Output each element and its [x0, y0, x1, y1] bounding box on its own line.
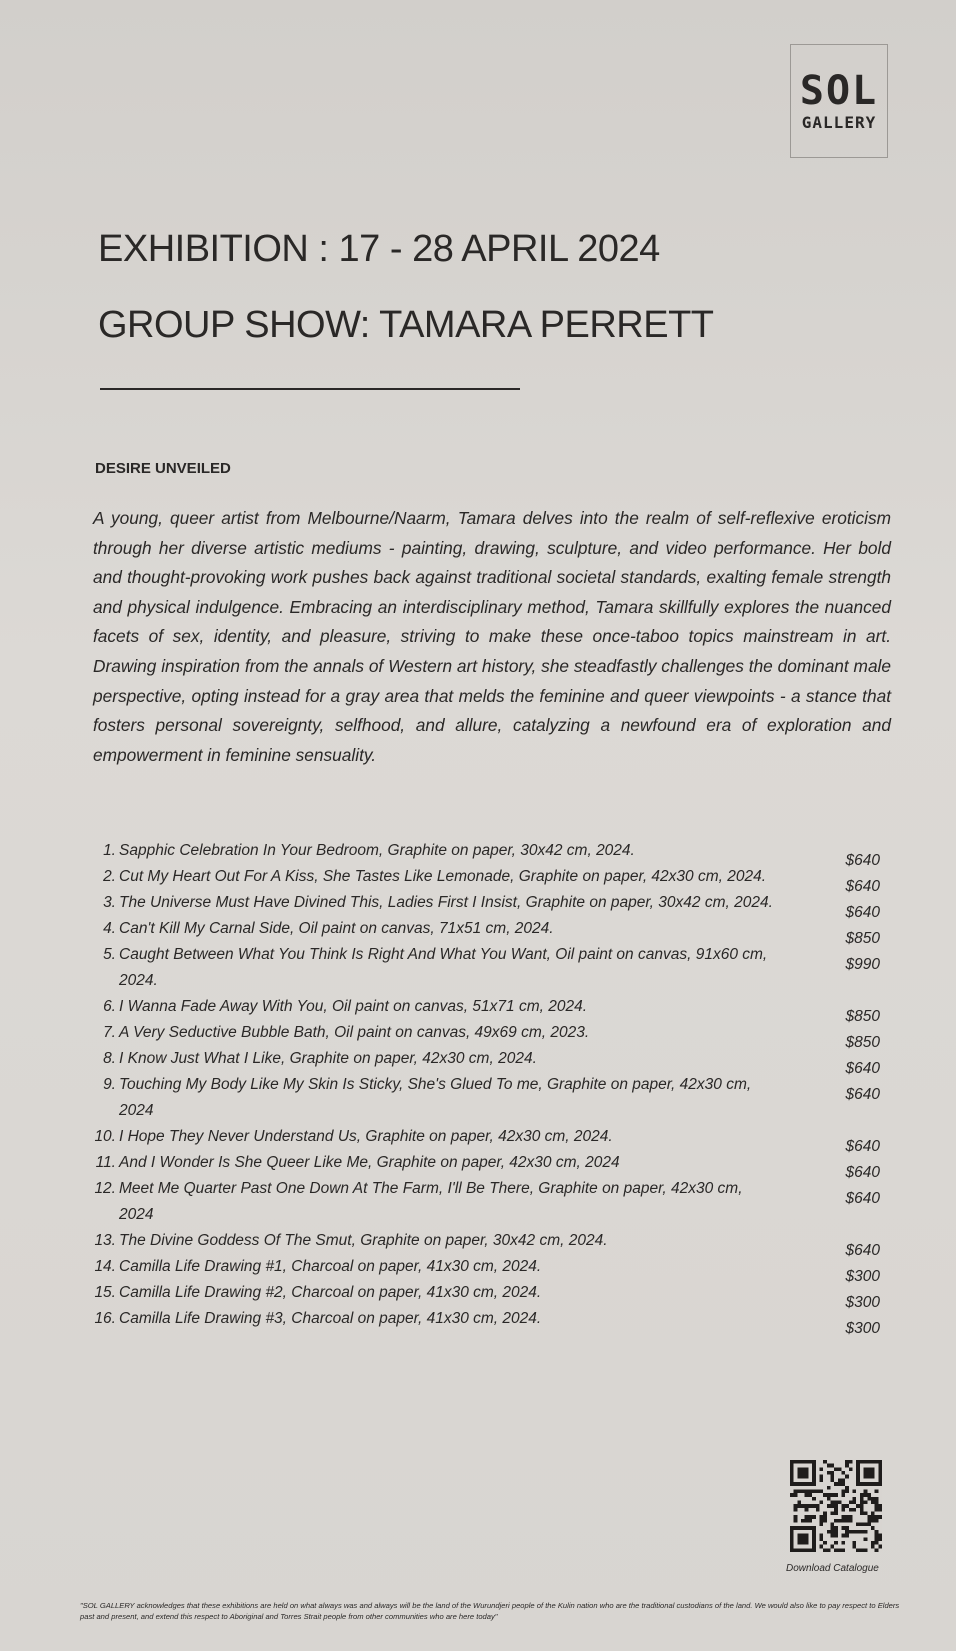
- work-title: And I Wonder Is She Queer Like Me, Graphite on paper, 42x30 cm, 2024: [119, 1154, 620, 1171]
- work-number: 11.: [95, 1154, 116, 1171]
- work-title: Cut My Heart Out For A Kiss, She Tastes Like Lemonade, Graphite on paper, 42x30 cm, 2024.: [119, 868, 767, 885]
- work-number: 16.: [94, 1310, 116, 1327]
- work-price: $640: [845, 1242, 880, 1259]
- sol-gallery-logo: [790, 44, 888, 158]
- work-item: [88, 838, 888, 869]
- work-item: [88, 1228, 888, 1259]
- work-title: A Very Seductive Bubble Bath, Oil paint on canvas, 49x69 cm, 2023.: [119, 1024, 590, 1041]
- artist-statement: A young, queer artist from Melbourne/Naarm, Tamara delves into the realm of self-reflexive eroticism through her diverse artistic mediums - painting, drawing, sculpture, and video performance. Her bold and thought-provoking work pushes back against traditional societal standards, exalting female strength and physical indulgence. Embracing an interdisciplinary method, Tamara skillfully explores the nuanced facets of sex, identity, and pleasure, striving to make these once-taboo topics mainstream in art. Drawing inspiration from the annals of Western art history, she steadfastly challenges the dominant male perspective, opting instead for a gray area that melds the feminine and queer viewpoints - a stance that fosters personal sovereignty, selfhood, and allure, catalyzing a newfound era of exploration and empowerment in feminine sensuality.: [93, 508, 891, 765]
- work-item: [88, 1280, 888, 1311]
- work-price: $300: [845, 1320, 880, 1337]
- work-title: I Hope They Never Understand Us, Graphite on paper, 42x30 cm, 2024.: [119, 1128, 613, 1145]
- download-catalogue-link[interactable]: Download Catalogue: [786, 1563, 879, 1574]
- work-number: 1.: [103, 842, 116, 859]
- work-number: 13.: [94, 1232, 116, 1249]
- work-item: [88, 864, 888, 895]
- work-title: Meet Me Quarter Past One Down At The Farm, I'll Be There, Graphite on paper, 42x30 cm, 2024: [119, 1180, 743, 1223]
- divider-line: [100, 388, 520, 390]
- work-number: 8.: [103, 1050, 116, 1067]
- work-item: [88, 1176, 888, 1228]
- work-price: $640: [845, 1060, 880, 1077]
- work-number: 7.: [103, 1024, 116, 1041]
- work-title: Camilla Life Drawing #2, Charcoal on paper, 41x30 cm, 2024.: [119, 1284, 542, 1301]
- work-title: Touching My Body Like My Skin Is Sticky, She's Glued To me, Graphite on paper, 42x30 cm, 2024: [119, 1076, 752, 1119]
- work-number: 14.: [94, 1258, 116, 1275]
- work-number: 12.: [94, 1180, 116, 1197]
- work-price: $850: [845, 1034, 880, 1051]
- work-item: [88, 1046, 888, 1077]
- section-title: DESIRE UNVEILED: [95, 460, 231, 477]
- work-title: Camilla Life Drawing #3, Charcoal on paper, 41x30 cm, 2024.: [119, 1310, 542, 1327]
- work-number: 9.: [103, 1076, 116, 1093]
- work-title: Caught Between What You Think Is Right And What You Want, Oil paint on canvas, 91x60 cm, 2024.: [119, 946, 768, 989]
- work-number: 15.: [94, 1284, 116, 1301]
- work-price: $300: [845, 1268, 880, 1285]
- work-item: [88, 1072, 888, 1124]
- work-price: $990: [845, 956, 880, 973]
- work-price: $640: [845, 904, 880, 921]
- work-price: $300: [845, 1294, 880, 1311]
- work-number: 3.: [103, 894, 116, 911]
- works-list: [88, 838, 888, 1337]
- work-item: [88, 1124, 888, 1155]
- work-price: $640: [845, 852, 880, 869]
- work-price: $640: [845, 1138, 880, 1155]
- work-number: 2.: [103, 868, 116, 885]
- work-title: Sapphic Celebration In Your Bedroom, Graphite on paper, 30x42 cm, 2024.: [119, 842, 635, 859]
- work-item: [88, 916, 888, 947]
- qr-code-icon[interactable]: [790, 1460, 882, 1552]
- work-title: I Wanna Fade Away With You, Oil paint on canvas, 51x71 cm, 2024.: [119, 998, 588, 1015]
- work-number: 5.: [103, 946, 116, 963]
- work-price: $850: [845, 1008, 880, 1025]
- work-item: [88, 942, 888, 994]
- work-number: 6.: [103, 998, 116, 1015]
- work-number: 4.: [103, 920, 116, 937]
- work-item: [88, 890, 888, 921]
- logo-main-text: SOL: [799, 68, 879, 114]
- work-price: $640: [845, 1164, 880, 1181]
- show-title-heading: GROUP SHOW: TAMARA PERRETT: [98, 304, 714, 346]
- work-item: [88, 1150, 888, 1181]
- work-title: The Divine Goddess Of The Smut, Graphite on paper, 30x42 cm, 2024.: [119, 1232, 608, 1249]
- work-item: [88, 1306, 888, 1337]
- work-item: [88, 1020, 888, 1051]
- work-price: $640: [845, 1086, 880, 1103]
- work-title: Can't Kill My Carnal Side, Oil paint on canvas, 71x51 cm, 2024.: [119, 920, 554, 937]
- work-item: [88, 1254, 888, 1285]
- work-item: [88, 994, 888, 1025]
- work-price: $850: [845, 930, 880, 947]
- work-title: The Universe Must Have Divined This, Ladies First I Insist, Graphite on paper, 30x42 cm, 2024.: [119, 894, 773, 911]
- work-price: $640: [845, 1190, 880, 1207]
- work-number: 10.: [94, 1128, 116, 1145]
- logo-sub-text: GALLERY: [801, 113, 877, 132]
- work-title: Camilla Life Drawing #1, Charcoal on paper, 41x30 cm, 2024.: [119, 1258, 542, 1275]
- acknowledgement-of-country: "SOL GALLERY acknowledges that these exhibitions are held on what always was and always will be the land of the Wurundjeri people of the Kulin nation who are the traditional custodians of the land. We would also like to pay respect to Elders past and present, and extend this respect to Aboriginal and Torres Strait people from other communities who are here today": [80, 1601, 900, 1621]
- work-price: $640: [845, 878, 880, 895]
- work-title: I Know Just What I Like, Graphite on paper, 42x30 cm, 2024.: [119, 1050, 537, 1067]
- exhibition-dates-heading: EXHIBITION : 17 - 28 APRIL 2024: [98, 228, 660, 270]
